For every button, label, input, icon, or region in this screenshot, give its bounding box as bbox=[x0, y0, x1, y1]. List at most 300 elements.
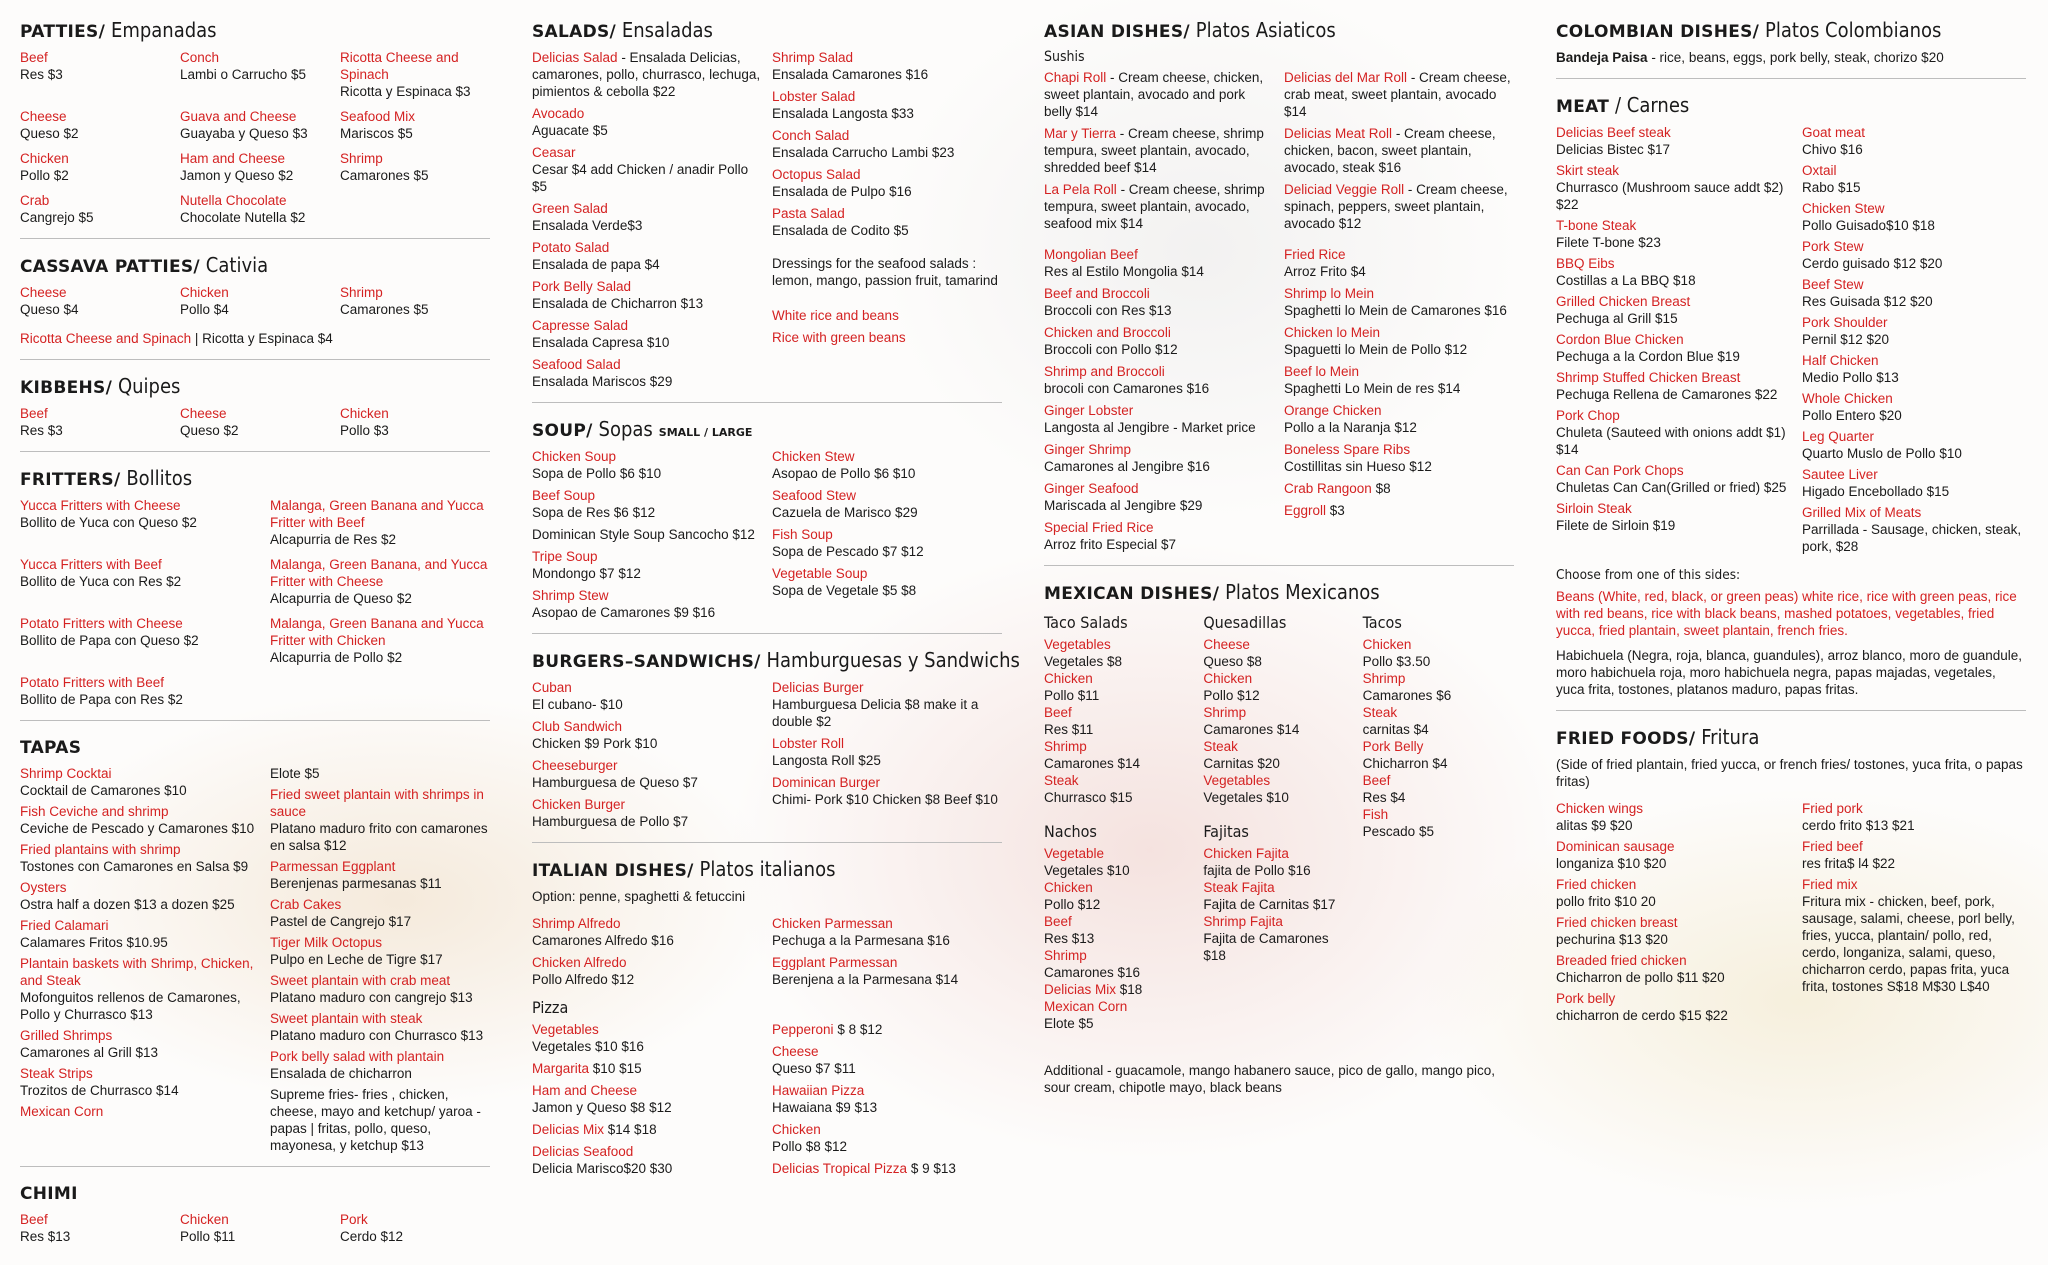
item-desc: Chimi- Pork $10 Chicken $8 Beef $10 bbox=[772, 792, 998, 807]
rice-green: Rice with green beans bbox=[772, 330, 906, 345]
item-desc: Pernil $12 $20 bbox=[1802, 332, 1890, 347]
item-name: Conch bbox=[180, 50, 220, 65]
item-name: Beef bbox=[20, 50, 48, 65]
item-name: Seafood Mix bbox=[340, 109, 416, 124]
item-desc: - Cream cheese, spinach, peppers, sweet plantain, avocado $12 bbox=[1284, 182, 1508, 231]
cassava-extra: Ricotta Cheese and Spinach | Ricotta y Espinaca $4 bbox=[20, 331, 333, 346]
item-desc: Arroz Frito $4 bbox=[1284, 264, 1366, 279]
item-name: Cheese bbox=[20, 285, 67, 300]
menu-item bbox=[1363, 670, 1514, 704]
menu-item bbox=[270, 858, 490, 892]
salads-grid bbox=[532, 49, 1002, 390]
menu-item bbox=[340, 150, 490, 184]
item-desc: Cerdo $12 bbox=[340, 1229, 404, 1244]
item-name: Steak bbox=[1044, 773, 1079, 788]
item-desc: Pollo $12 bbox=[1044, 897, 1101, 912]
section-fritters-title: FRITTERS/ Bollitos bbox=[20, 466, 193, 490]
menu-item bbox=[532, 1060, 762, 1077]
item-name: Plantain baskets with Shrimp, Chicken, and Steak bbox=[20, 956, 254, 988]
item-name: Skirt steak bbox=[1556, 163, 1620, 178]
menu-item bbox=[1284, 69, 1514, 120]
item-desc: Camarones $14 bbox=[1203, 722, 1300, 737]
item-name: Pasta Salad bbox=[772, 206, 845, 221]
menu-item bbox=[270, 1086, 490, 1154]
menu-item bbox=[1556, 331, 1792, 365]
item-name: Half Chicken bbox=[1802, 353, 1879, 368]
item-desc: Pollo $2 bbox=[20, 168, 69, 183]
menu-item bbox=[1044, 324, 1274, 358]
menu-item bbox=[1556, 876, 1792, 910]
item-desc: Res Guisada $12 $20 bbox=[1802, 294, 1933, 309]
item-desc: Sopa de Res $6 $12 bbox=[532, 505, 656, 520]
item-name: Chicken bbox=[772, 1122, 821, 1137]
cassava-list bbox=[20, 284, 490, 318]
item-desc: res frita$ l4 $22 bbox=[1802, 856, 1896, 871]
menu-item bbox=[270, 934, 490, 968]
menu-item bbox=[1044, 670, 1195, 704]
item-desc: Pollo $11 bbox=[180, 1229, 236, 1244]
item-name: Grilled Chicken Breast bbox=[1556, 294, 1691, 309]
item-desc: - Cream cheese, crab meat, sweet plantain, avocado $14 bbox=[1284, 70, 1511, 119]
item-name: Yucca Fritters with Beef bbox=[20, 557, 162, 572]
asian-right bbox=[1284, 246, 1514, 553]
item-desc: Pollo Alfredo $12 bbox=[532, 972, 635, 987]
item-desc: Pollo $8 $12 bbox=[772, 1139, 848, 1154]
menu-item bbox=[1556, 369, 1792, 403]
item-desc: Cerdo guisado $12 $20 bbox=[1802, 256, 1943, 271]
item-name: Chicken bbox=[1362, 637, 1412, 652]
item-desc: Pollo $12 bbox=[1203, 688, 1260, 703]
menu-item bbox=[1802, 504, 2026, 555]
menu-item bbox=[180, 49, 330, 100]
burgers-grid bbox=[532, 679, 1002, 830]
item-desc: Elote $5 bbox=[1044, 1016, 1094, 1031]
item-desc: $10 $15 bbox=[592, 1061, 642, 1076]
menu-item bbox=[270, 1048, 490, 1082]
item-name: Tiger Milk Octopus bbox=[270, 935, 383, 950]
menu-item bbox=[532, 448, 762, 482]
menu-item bbox=[180, 108, 330, 142]
item-name: Vegetable bbox=[1044, 846, 1105, 861]
item-name: Shrimp bbox=[1044, 948, 1087, 963]
section-cassava-title: CASSAVA PATTIES/ Cativia bbox=[20, 253, 269, 277]
menu-item bbox=[772, 1043, 1002, 1077]
item-name: Cheese bbox=[772, 1044, 819, 1059]
menu-item bbox=[532, 587, 762, 621]
menu-item bbox=[1284, 285, 1514, 319]
item-desc: Filete de Sirloin $19 bbox=[1556, 518, 1676, 533]
item-desc: Chuletas Can Can(Grilled or fried) $25 bbox=[1556, 480, 1787, 495]
meat-right bbox=[1802, 124, 2026, 555]
item-desc: Ensalada de papa $4 bbox=[532, 257, 660, 272]
menu-item bbox=[340, 1211, 490, 1245]
item-name: Chicken bbox=[1044, 880, 1093, 895]
item-desc: Pastel de Cangrejo $17 bbox=[270, 914, 412, 929]
item-name: Fried beef bbox=[1802, 839, 1863, 854]
meat-left bbox=[1556, 124, 1792, 555]
item-desc: Pollo $4 bbox=[180, 302, 229, 317]
item-desc: Broccoli con Pollo $12 bbox=[1044, 342, 1178, 357]
item-desc: Langosta Roll $25 bbox=[772, 753, 881, 768]
taco-salads bbox=[1044, 611, 1195, 1032]
menu-item bbox=[772, 487, 1002, 521]
item-name: Chicken Soup bbox=[532, 449, 617, 464]
item-desc: Ensalada de Pulpo $16 bbox=[772, 184, 912, 199]
menu-item bbox=[772, 1121, 1002, 1155]
item-desc: Chuleta (Sauteed with onions addt $1) $14 bbox=[1556, 425, 1786, 457]
menu-item bbox=[532, 356, 762, 390]
menu-item bbox=[180, 192, 330, 226]
italian-left bbox=[532, 915, 762, 988]
item-name: Can Can Pork Chops bbox=[1556, 463, 1684, 478]
menu-item bbox=[1044, 704, 1195, 738]
item-desc: Platano maduro con cangrejo $13 bbox=[270, 990, 473, 1005]
patties-list bbox=[20, 49, 490, 226]
menu-item bbox=[180, 284, 330, 318]
item-desc: Mariscos $5 bbox=[340, 126, 413, 141]
item-desc: Platano maduro con Churrasco $13 bbox=[270, 1028, 484, 1043]
item-name: Chicken bbox=[180, 285, 229, 300]
item-name: Delicias Beef steak bbox=[1556, 125, 1671, 140]
item-desc: Costillitas sin Hueso $12 bbox=[1284, 459, 1432, 474]
section-asian-title: ASIAN DISHES/ Platos Asiaticos bbox=[1044, 18, 1336, 42]
item-desc: Res al Estilo Mongolia $14 bbox=[1044, 264, 1204, 279]
menu-item bbox=[1802, 238, 2026, 272]
item-desc: - Cream cheese, chicken, bacon, sweet plantain, avocado, steak $16 bbox=[1284, 126, 1496, 175]
item-name: Fried Calamari bbox=[20, 918, 109, 933]
item-name: Chicken bbox=[1044, 671, 1093, 686]
italian-right bbox=[772, 915, 1002, 988]
mexican-additional: Additional - guacamole, mango habanero sauce, pico de gallo, mango pico, sour cream, chipotle mayo, black beans bbox=[1044, 1063, 1496, 1095]
item-name: Shrimp bbox=[1203, 705, 1247, 720]
item-name: Potato Fritters with Cheese bbox=[20, 616, 183, 631]
item-desc: Costillas a La BBQ $18 bbox=[1556, 273, 1696, 288]
item-name: Cuban bbox=[532, 680, 572, 695]
menu-item bbox=[532, 757, 762, 791]
item-name: Shrimp bbox=[1362, 671, 1406, 686]
item-desc: Elote $5 bbox=[270, 766, 320, 781]
menu-item bbox=[532, 548, 762, 582]
item-name: Beef Stew bbox=[1802, 277, 1864, 292]
item-name: Grilled Shrimps bbox=[20, 1028, 113, 1043]
item-name: Pork belly bbox=[1556, 991, 1616, 1006]
item-name: Pork Chop bbox=[1556, 408, 1620, 423]
item-name: Octopus Salad bbox=[772, 167, 861, 182]
menu-item bbox=[1556, 407, 1792, 458]
sushi-grid bbox=[1044, 69, 1514, 232]
menu-item bbox=[1363, 636, 1514, 670]
item-desc: Queso $4 bbox=[20, 302, 79, 317]
menu-item bbox=[532, 526, 762, 543]
item-desc: Pescado $5 bbox=[1362, 824, 1434, 839]
item-desc: longaniza $10 $20 bbox=[1556, 856, 1667, 871]
item-name: Cheese bbox=[20, 109, 67, 124]
item-name: Pork Shoulder bbox=[1802, 315, 1888, 330]
item-name: Mexican Corn bbox=[1044, 999, 1128, 1014]
menu-item bbox=[1203, 704, 1354, 738]
menu-item bbox=[1556, 838, 1792, 872]
item-name: Ginger Lobster bbox=[1044, 403, 1134, 418]
fried-note: (Side of fried plantain, fried yucca, or french fries/ tostones, yuca frita, o papas fritas) bbox=[1556, 757, 2023, 789]
item-desc: Ensalada Verde$3 bbox=[532, 218, 643, 233]
item-desc: Mondongo $7 $12 bbox=[532, 566, 641, 581]
sushis-title: Sushis bbox=[1044, 49, 1085, 65]
item-name: Chicken Stew bbox=[772, 449, 855, 464]
menu-item bbox=[1802, 162, 2026, 196]
fried-right bbox=[1802, 800, 2026, 1024]
item-name: Pepperoni bbox=[772, 1022, 834, 1037]
item-name: La Pela Roll bbox=[1044, 182, 1117, 197]
menu-item bbox=[772, 49, 1002, 83]
item-name: Conch Salad bbox=[772, 128, 850, 143]
item-desc: Fajita de Camarones $18 bbox=[1203, 931, 1329, 963]
item-desc: Ricotta y Espinaca $3 bbox=[340, 84, 471, 99]
menu-item bbox=[1044, 402, 1274, 436]
item-name: Fish Ceviche and shrimp bbox=[20, 804, 169, 819]
menu-item bbox=[180, 1211, 330, 1245]
menu-item bbox=[1284, 502, 1514, 519]
menu-item bbox=[20, 1065, 260, 1099]
item-name: Parmessan Eggplant bbox=[270, 859, 396, 874]
section-tapas-title: TAPAS bbox=[20, 738, 82, 758]
item-desc: Dominican Style Soup Sancocho $12 bbox=[532, 527, 755, 542]
menu-item bbox=[20, 765, 260, 799]
item-desc: Pollo Guisado$10 $18 bbox=[1802, 218, 1935, 233]
menu-item bbox=[772, 166, 1002, 200]
menu-item bbox=[532, 317, 762, 351]
menu-item bbox=[1044, 246, 1274, 280]
menu-item bbox=[1284, 480, 1514, 497]
dressing-note: Dressings for the seafood salads : lemon, mango, passion fruit, tamarind bbox=[772, 256, 998, 288]
menu-item bbox=[180, 405, 330, 439]
item-name: Grilled Mix of Meats bbox=[1802, 505, 1922, 520]
item-desc: Pollo $3 bbox=[340, 423, 389, 438]
item-name: Fried plantains with shrimp bbox=[20, 842, 181, 857]
menu-item bbox=[340, 108, 490, 142]
item-desc: Bollito de Yuca con Queso $2 bbox=[20, 515, 197, 530]
menu-item bbox=[20, 1211, 170, 1245]
item-name: Sweet plantain with crab meat bbox=[270, 973, 451, 988]
menu-item bbox=[772, 735, 1002, 769]
menu-item bbox=[772, 954, 1002, 988]
item-name: Pork Belly Salad bbox=[532, 279, 632, 294]
item-name: Dominican sausage bbox=[1556, 839, 1675, 854]
item-desc: Cangrejo $5 bbox=[20, 210, 94, 225]
item-name: Chicken lo Mein bbox=[1284, 325, 1381, 340]
item-desc: Chocolate Nutella $2 bbox=[180, 210, 306, 225]
item-name: Steak bbox=[1203, 739, 1238, 754]
menu-item bbox=[1556, 255, 1792, 289]
item-name: Shrimp Stuffed Chicken Breast bbox=[1556, 370, 1741, 385]
menu-item bbox=[772, 679, 1002, 730]
item-name: Seafood Salad bbox=[532, 357, 621, 372]
item-desc: Asopao de Camarones $9 $16 bbox=[532, 605, 716, 620]
item-name: Mexican Corn bbox=[20, 1104, 104, 1119]
item-name: Goat meat bbox=[1802, 125, 1866, 140]
menu-item bbox=[20, 917, 260, 951]
item-desc: Camarones al Grill $13 bbox=[20, 1045, 159, 1060]
item-desc: Ceviche de Pescado y Camarones $10 bbox=[20, 821, 255, 836]
item-desc: Sopa de Pescado $7 $12 bbox=[772, 544, 924, 559]
menu-item bbox=[270, 1010, 490, 1044]
item-desc: Filete T-bone $23 bbox=[1556, 235, 1661, 250]
item-name: Delicias Mix bbox=[532, 1122, 605, 1137]
item-name: Ricotta Cheese and Spinach bbox=[340, 50, 459, 82]
menu-item bbox=[772, 1021, 1002, 1038]
item-name: Ceasar bbox=[532, 145, 576, 160]
item-desc: pechurina $13 $20 bbox=[1556, 932, 1668, 947]
item-desc: brocoli con Camarones $16 bbox=[1044, 381, 1210, 396]
item-desc: Mofonguitos rellenos de Camarones, Pollo y Churrasco $13 bbox=[20, 990, 241, 1022]
item-desc: Sopa de Vegetale $5 $8 bbox=[772, 583, 917, 598]
sides-spanish: Habichuela (Negra, roja, blanca, guandules), arroz blanco, moro de guandule, moro habichuela roja, moro habichuela negra, papas majadas, vegetales, yuca frita, tostones, platanos maduro, papas fritas. bbox=[1556, 648, 2023, 697]
menu-item bbox=[532, 796, 762, 830]
item-name: Chicken bbox=[180, 1212, 229, 1227]
item-name: Green Salad bbox=[532, 201, 608, 216]
item-name: Seafood Stew bbox=[772, 488, 857, 503]
item-desc: Bollito de Yuca con Res $2 bbox=[20, 574, 182, 589]
item-name: Beef Soup bbox=[532, 488, 596, 503]
item-name: Beef bbox=[1044, 914, 1072, 929]
item-desc: Langosta al Jengibre - Market price bbox=[1044, 420, 1256, 435]
item-desc: Berenjena a la Parmesana $14 bbox=[772, 972, 959, 987]
item-desc: Bollito de Papa con Res $2 bbox=[20, 692, 183, 707]
italian-option: Option: penne, spaghetti & fetuccini bbox=[532, 889, 746, 904]
item-name: Shrimp Stew bbox=[532, 588, 609, 603]
item-name: Potato Fritters with Beef bbox=[20, 675, 165, 690]
item-desc: Pollo $11 bbox=[1044, 688, 1100, 703]
section-fried-title: FRIED FOODS/ Fritura bbox=[1556, 725, 1760, 749]
menu-item bbox=[1363, 704, 1514, 738]
item-name: Mar y Tierra bbox=[1044, 126, 1117, 141]
menu-item bbox=[532, 718, 762, 752]
item-name: Capresse Salad bbox=[532, 318, 629, 333]
item-desc: Alcapurria de Pollo $2 bbox=[270, 650, 403, 665]
menu-item bbox=[1556, 217, 1792, 251]
item-desc: Ensalada de Codito $5 bbox=[772, 223, 909, 238]
item-name: Steak bbox=[1362, 705, 1398, 720]
menu-item bbox=[1044, 181, 1274, 232]
menu-item bbox=[532, 278, 762, 312]
item-name: Chicken Fajita bbox=[1203, 846, 1289, 861]
pizza-title: Pizza bbox=[532, 998, 569, 1017]
item-name: Vegetable Soup bbox=[772, 566, 868, 581]
item-name: Orange Chicken bbox=[1284, 403, 1382, 418]
item-desc: Delicias Bistec $17 bbox=[1556, 142, 1671, 157]
item-name: Malanga, Green Banana, and Yucca Fritter with Cheese bbox=[270, 557, 488, 589]
menu-item bbox=[1044, 998, 1195, 1032]
section-mexican-title: MEXICAN DISHES/ Platos Mexicanos bbox=[1044, 580, 1380, 604]
item-name: Hawaiian Pizza bbox=[772, 1083, 865, 1098]
asian-left bbox=[1044, 246, 1274, 553]
section-italian-title: ITALIAN DISHES/ Platos italianos bbox=[532, 857, 836, 881]
menu-item bbox=[20, 150, 170, 184]
item-name: Shrimp and Broccoli bbox=[1044, 364, 1165, 379]
item-desc: Pechuga Rellena de Camarones $22 bbox=[1556, 387, 1778, 402]
menu-item bbox=[532, 954, 762, 988]
menu-item bbox=[20, 803, 260, 837]
menu-item bbox=[1284, 402, 1514, 436]
meat-grid bbox=[1556, 124, 2026, 555]
sushi-left bbox=[1044, 69, 1274, 232]
item-desc: Chicharron de pollo $11 $20 bbox=[1556, 970, 1725, 985]
taco-salads-title: Taco Salads bbox=[1044, 613, 1128, 632]
item-desc: Hamburguesa Delicia $8 make it a double $2 bbox=[772, 697, 979, 729]
item-name: Special Fried Rice bbox=[1044, 520, 1154, 535]
item-name: Pork Stew bbox=[1802, 239, 1864, 254]
item-desc: Trozitos de Churrasco $14 bbox=[20, 1083, 179, 1098]
item-desc: Rabo $15 bbox=[1802, 180, 1861, 195]
column-3 bbox=[1044, 18, 1514, 1096]
fajitas-title: Fajitas bbox=[1203, 822, 1249, 841]
menu-item bbox=[532, 1143, 762, 1177]
item-desc: Delicia Marisco$20 $30 bbox=[532, 1161, 673, 1176]
item-desc: Alcapurria de Queso $2 bbox=[270, 591, 412, 606]
item-name: Beef lo Mein bbox=[1284, 364, 1360, 379]
item-name: Vegetables bbox=[532, 1022, 599, 1037]
item-desc: pollo frito $10 20 bbox=[1556, 894, 1656, 909]
menu-item bbox=[1802, 352, 2026, 386]
item-name: Chicken bbox=[340, 406, 389, 421]
kibbehs-list bbox=[20, 405, 490, 439]
menu-item bbox=[20, 841, 260, 875]
soup-grid bbox=[532, 448, 1002, 621]
item-name: Eggplant Parmessan bbox=[772, 955, 898, 970]
menu-item bbox=[270, 497, 490, 548]
item-desc: Pollo a la Naranja $12 bbox=[1284, 420, 1417, 435]
menu-item bbox=[532, 49, 762, 100]
item-name: Malanga, Green Banana and Yucca Fritter with Chicken bbox=[270, 616, 484, 648]
item-desc: Ostra half a dozen $13 a dozen $25 bbox=[20, 897, 235, 912]
item-name: Shrimp bbox=[340, 285, 383, 300]
item-desc: Asopao de Pollo $6 $10 bbox=[772, 466, 916, 481]
menu-item bbox=[772, 127, 1002, 161]
item-desc: Ensalada de chicharron bbox=[270, 1066, 412, 1081]
menu-item bbox=[772, 1082, 1002, 1116]
section-meat-title: MEAT / Carnes bbox=[1556, 93, 1690, 117]
item-desc: Chicken $9 Pork $10 bbox=[532, 736, 658, 751]
item-name: Delicias Mix bbox=[1044, 982, 1117, 997]
menu-item bbox=[532, 239, 762, 273]
item-desc: Vegetales $10 bbox=[1203, 790, 1289, 805]
item-desc: chicharron de cerdo $15 $22 bbox=[1556, 1008, 1728, 1023]
item-desc: Guayaba y Queso $3 bbox=[180, 126, 308, 141]
item-desc: Sopa de Pollo $6 $10 bbox=[532, 466, 662, 481]
menu-item bbox=[772, 205, 1002, 239]
menu-item bbox=[1044, 125, 1274, 176]
item-desc: - Cream cheese, chicken, sweet plantain, avocado and pork belly $14 bbox=[1044, 70, 1264, 119]
menu-item bbox=[532, 105, 762, 139]
item-desc: $ 8 $12 bbox=[837, 1022, 883, 1037]
item-desc: Pulpo en Leche de Tigre $17 bbox=[270, 952, 443, 967]
item-name: Tripe Soup bbox=[532, 549, 598, 564]
item-name: Yucca Fritters with Cheese bbox=[20, 498, 181, 513]
item-name: Crab bbox=[20, 193, 50, 208]
menu-item bbox=[1203, 772, 1354, 806]
menu-item bbox=[1203, 636, 1354, 670]
item-name: Delicias Seafood bbox=[532, 1144, 634, 1159]
fried-grid bbox=[1556, 800, 2026, 1024]
item-name: Whole Chicken bbox=[1802, 391, 1893, 406]
item-name: Delicias Salad bbox=[532, 50, 618, 65]
menu-item bbox=[1044, 636, 1195, 670]
menu-item bbox=[772, 774, 1002, 808]
item-name: Boneless Spare Ribs bbox=[1284, 442, 1411, 457]
item-name: Pork bbox=[340, 1212, 368, 1227]
section-colombian-title: COLOMBIAN DISHES/ Platos Colombianos bbox=[1556, 18, 1942, 42]
menu-item bbox=[1556, 990, 1792, 1024]
item-desc: fajita de Pollo $16 bbox=[1203, 863, 1311, 878]
